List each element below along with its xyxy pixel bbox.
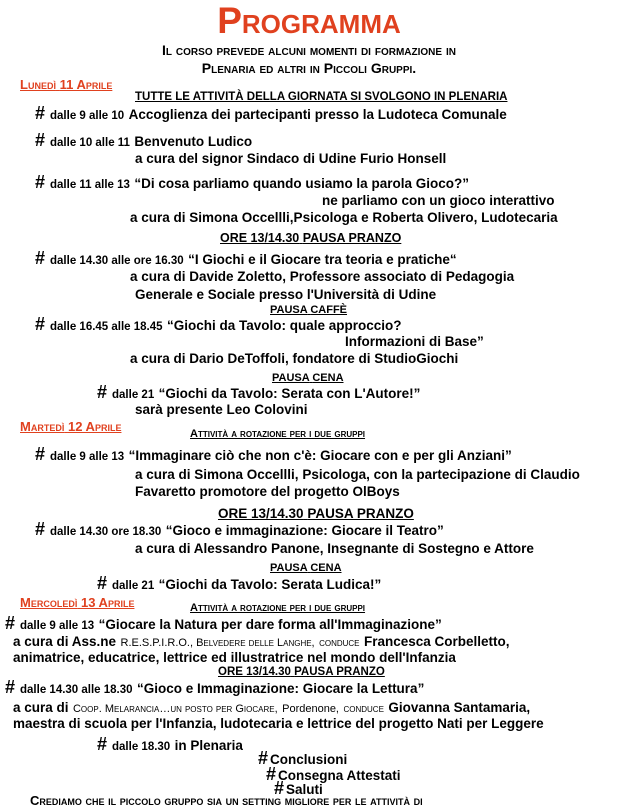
- break-time: ORE 13/14.30: [220, 231, 300, 245]
- session-title: “Giocare la Natura per dare forma all'Immaginazione”: [98, 617, 442, 632]
- session-note: ne parliamo con un gioco interattivo: [322, 193, 555, 208]
- session-note: [13, 699, 530, 717]
- note-part: R.E.S.P.I.R.O., Belvedere delle Langhe,: [120, 637, 315, 649]
- hash-bullet-icon: #: [35, 103, 46, 123]
- schedule-row: [35, 130, 252, 151]
- hash-bullet-icon: #: [35, 314, 46, 334]
- intro-line-2: Plenaria ed altri in Piccoli Gruppi.: [201, 60, 417, 76]
- time-range: dalle 9 alle 10: [50, 110, 125, 122]
- day-subtitle: Attività a rotazione per i due gruppi: [190, 428, 366, 440]
- session-note: Generale e Sociale presso l'Università di Udine: [135, 287, 437, 302]
- session-note: a cura di Dario DeToffoli, fondatore di StudioGiochi: [130, 351, 459, 366]
- session-note: a cura del signor Sindaco di Udine Furio Honsell: [135, 151, 447, 166]
- session-title: “Di cosa parliamo quando usiamo la parola Gioco?”: [134, 176, 469, 191]
- hash-bullet-icon: #: [274, 778, 285, 798]
- day-name: Mercoledì: [20, 595, 78, 610]
- time-range: dalle 11 alle 13: [50, 179, 130, 191]
- schedule-row: [5, 613, 442, 634]
- note-part: Coop. Melarancia…un posto per Giocare,: [72, 703, 278, 715]
- break-label: CENA: [310, 562, 342, 574]
- schedule-row: [5, 677, 424, 698]
- time-range: dalle 21: [112, 580, 155, 592]
- day-heading-tuesday: [20, 419, 121, 434]
- time-range: dalle 14.30 alle 18.30: [20, 684, 133, 696]
- time-range: dalle 16.45 alle 18.45: [50, 321, 163, 333]
- session-title: in Plenaria: [174, 738, 243, 753]
- break-label: CAFFÈ: [310, 304, 348, 316]
- break-label: PAUSA PRANZO: [307, 506, 414, 521]
- break-label: PAUSA: [270, 304, 308, 316]
- session-title-continued: Informazioni di Base”: [345, 334, 484, 349]
- session-title: “Gioco e Immaginazione: Giocare la Lettura”: [137, 681, 425, 696]
- day-heading-monday: [20, 77, 112, 92]
- note-part: a cura di: [13, 700, 69, 715]
- session-title: “Giochi da Tavolo: quale approccio?: [167, 318, 402, 333]
- note-part: Francesca Corbelletto,: [363, 634, 510, 649]
- hash-bullet-icon: #: [97, 573, 108, 593]
- session-note: Favaretto promotore del progetto OlBoys: [135, 484, 400, 499]
- footer-cut-text: Crediamo che il piccolo gruppo sia un setting migliore per le attività di: [30, 793, 423, 808]
- hash-bullet-icon: #: [258, 748, 269, 768]
- time-range: dalle 14.30 alle ore 16.30: [50, 255, 184, 267]
- day-name: Martedì: [20, 419, 65, 434]
- session-title: Accoglienza dei partecipanti presso la Ludoteca Comunale: [128, 107, 507, 122]
- session-title: “Immaginare ciò che non c'è: Giocare con e per gli Anziani”: [128, 448, 512, 463]
- hash-bullet-icon: #: [97, 734, 108, 754]
- break-lunch: [220, 231, 401, 245]
- hash-bullet-icon: #: [266, 764, 277, 784]
- hash-bullet-icon: #: [5, 613, 16, 633]
- hash-bullet-icon: #: [97, 382, 108, 402]
- schedule-row: [97, 734, 243, 755]
- time-range: dalle 18.30: [112, 741, 171, 753]
- break-label: PAUSA PRANZO: [294, 666, 385, 678]
- time-range: dalle 9 alle 13: [20, 620, 95, 632]
- time-range: dalle 9 alle 13: [50, 451, 125, 463]
- break-label: PAUSA PRANZO: [302, 231, 402, 245]
- schedule-row: [35, 172, 469, 193]
- session-note: maestra di scuola per l'Infanzia, ludotecaria e lettrice del progetto Nati per Leggere: [13, 716, 544, 731]
- break-time: ORE 13/14.30: [218, 506, 304, 521]
- day-date: 13 Aprile: [80, 595, 135, 610]
- schedule-row: [35, 444, 512, 465]
- note-part: Pordenone,: [282, 703, 339, 715]
- closing-text: Saluti: [286, 782, 323, 797]
- intro-line-1: Il corso prevede alcuni momenti di formazione in: [162, 42, 456, 58]
- hash-bullet-icon: #: [35, 130, 46, 150]
- session-note: a cura di Simona Occellli,Psicologa e Roberta Olivero, Ludotecaria: [130, 210, 558, 225]
- schedule-row: [97, 573, 381, 594]
- day-subtitle: Attività a rotazione per i due gruppi: [190, 602, 366, 614]
- session-title: “Giochi da Tavolo: Serata con L'Autore!”: [158, 386, 421, 401]
- day-subtitle: TUTTE LE ATTIVITÀ DELLA GIORNATA SI SVOLGONO IN PLENARIA: [135, 91, 508, 103]
- session-title: “Gioco e immaginazione: Giocare il Teatro”: [165, 523, 444, 538]
- note-part: Giovanna Santamaria,: [388, 700, 531, 715]
- schedule-row: [35, 314, 402, 335]
- day-date: 11 Aprile: [59, 77, 113, 92]
- session-note: sarà presente Leo Colovini: [135, 402, 308, 417]
- break-time: ORE 13/14.30: [218, 666, 291, 678]
- closing-text: Consegna Attestati: [278, 768, 401, 783]
- break-label: CENA: [312, 372, 344, 384]
- session-note: a cura di Simona Occellli, Psicologa, con la partecipazione di Claudio: [135, 467, 580, 482]
- note-part: conduce: [319, 637, 360, 649]
- schedule-row: [35, 103, 507, 124]
- day-heading-wednesday: [20, 595, 134, 610]
- session-note: [13, 633, 510, 651]
- hash-bullet-icon: #: [35, 172, 46, 192]
- session-note: animatrice, educatrice, lettrice ed illustratrice nel mondo dell'Infanzia: [13, 650, 456, 665]
- note-part: a cura di Ass.ne: [13, 634, 117, 649]
- page-title: Programma: [217, 0, 401, 41]
- break-label: PAUSA: [270, 562, 308, 574]
- hash-bullet-icon: #: [35, 519, 46, 539]
- hash-bullet-icon: #: [5, 677, 16, 697]
- day-name: Lunedì: [20, 77, 56, 92]
- schedule-row: [97, 382, 420, 403]
- session-title: Benvenuto Ludico: [134, 134, 253, 149]
- time-range: dalle 14.30 ore 18.30: [50, 526, 162, 538]
- hash-bullet-icon: #: [35, 444, 46, 464]
- day-date: 12 Aprile: [67, 419, 122, 434]
- session-note: a cura di Alessandro Panone, Insegnante di Sostegno e Attore: [135, 541, 534, 556]
- note-part: conduce: [343, 703, 384, 715]
- session-note: a cura di Davide Zoletto, Professore associato di Pedagogia: [130, 269, 515, 284]
- time-range: dalle 10 alle 11: [50, 137, 130, 149]
- time-range: dalle 21: [112, 389, 155, 401]
- hash-bullet-icon: #: [35, 248, 46, 268]
- session-title: “Giochi da Tavolo: Serata Ludica!”: [158, 577, 382, 592]
- schedule-row: [35, 248, 457, 269]
- schedule-row: [35, 519, 444, 540]
- break-label: PAUSA: [272, 372, 310, 384]
- session-title: “I Giochi e il Giocare tra teoria e pratiche“: [188, 252, 457, 267]
- closing-text: Conclusioni: [270, 752, 348, 767]
